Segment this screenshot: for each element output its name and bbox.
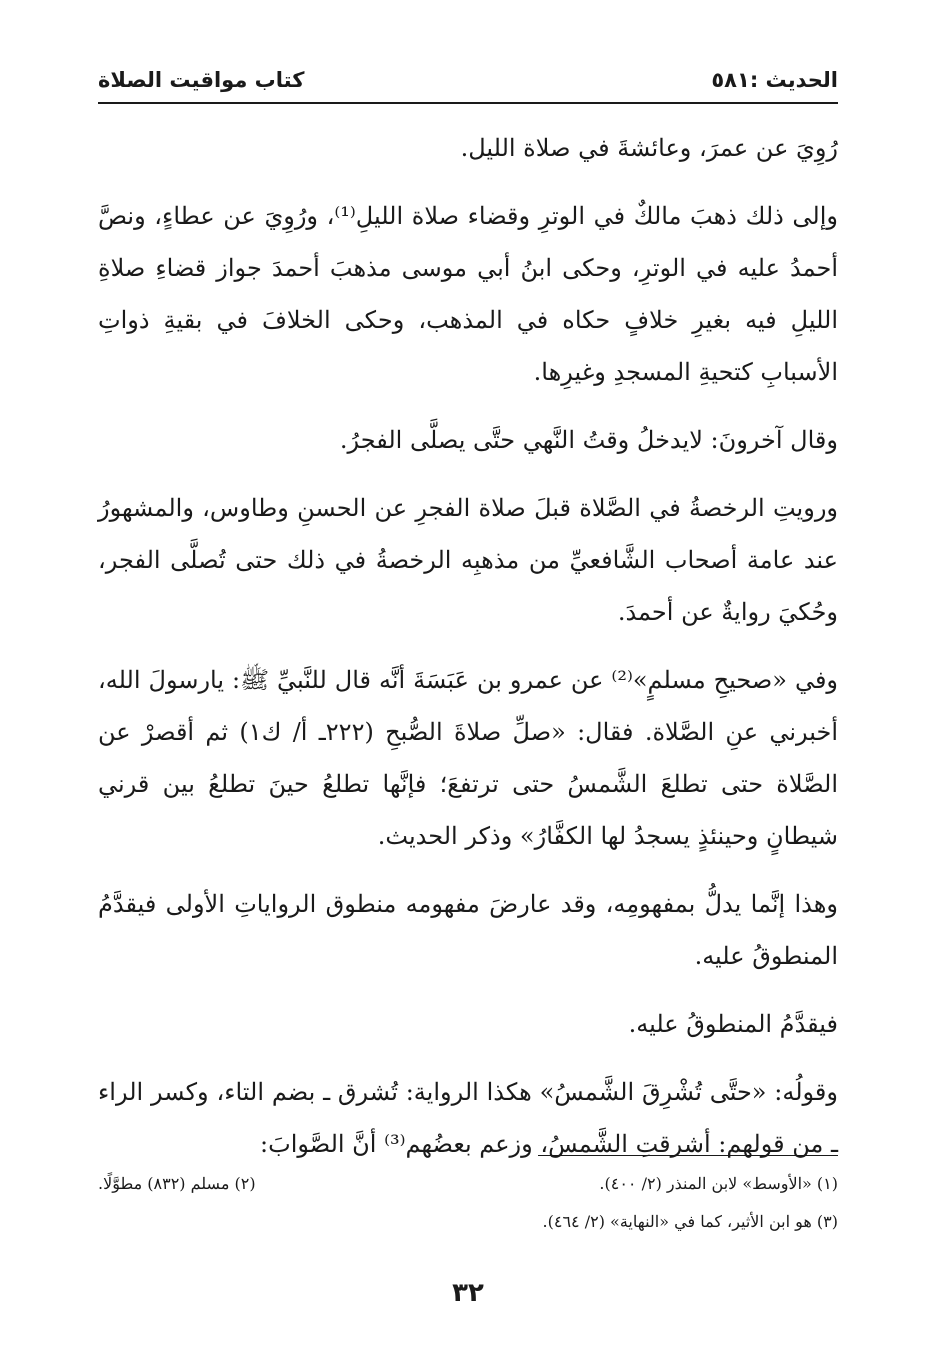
paragraph: وقولُه: «حتَّى تُشْرِقَ الشَّمسُ» هكذا الرواية: تُشرق ـ بضم التاء، وكسر الراء ـ من قولهم: أشرقتِ الشَّمسُ، وزعم بعضُهم⁽³⁾ أنَّ الصَّوابَ: xyxy=(98,1078,838,1158)
paragraph: رُوِيَ عن عمرَ، وعائشةَ في صلاة الليل. xyxy=(460,134,838,162)
hadith-number-label: الحديث :٥٨١ xyxy=(711,68,838,92)
paragraph: وفي «صحيحِ مسلمٍ»⁽²⁾ عن عمرو بن عَبَسَةَ أنَّه قال للنَّبيِّ ﷺ: يارسولَ الله، أخبرني عنِ الصَّلاة. فقال: «صلِّ صلاةَ الصُّبحِ (٢٢٢ـ أ/ ك١) ثم أقصرْ عن الصَّلاة حتى تطلعَ الشَّمسُ حتى ترتفعَ؛ فإنَّها تطلعُ حينَ تطلعُ بين قرني شيطانٍ وحينئذٍ يسجدُ لها الكفَّارُ» وذكر الحديث. xyxy=(98,666,839,850)
footnotes xyxy=(98,1165,838,1241)
book-title: كتاب مواقيت الصلاة xyxy=(98,68,305,92)
paragraph: ورويتِ الرخصةُ في الصَّلاة قبلَ صلاة الفجرِ عن الحسنِ وطاوس، والمشهورُ عند عامة أصحاب الشَّافعيِّ من مذهبِه الرخصةُ في ذلك حتى تُصلَّى الفجر، وحُكيَ روايةٌ عن أحمدَ. xyxy=(98,494,838,626)
paragraph: وهذا إنَّما يدلُّ بمفهومِه، وقد عارضَ مفهومه منطوق الرواياتِ الأولى فيقدَّمُ المنطوقُ عليه. xyxy=(98,890,838,970)
header-divider xyxy=(98,102,838,104)
paragraph: فيقدَّمُ المنطوقُ عليه. xyxy=(628,1010,838,1038)
footnote-divider xyxy=(538,1155,838,1156)
main-text xyxy=(98,122,838,1186)
page-header xyxy=(98,68,838,98)
paragraph: وقال آخرونَ: لايدخلُ وقتُ النَّهي حتَّى يصلَّى الفجرُ. xyxy=(339,426,838,454)
paragraph: وإلى ذلك ذهبَ مالكٌ في الوترِ وقضاء صلاة الليلِ⁽¹⁾، ورُوِيَ عن عطاءٍ، ونصَّ أحمدُ عليه في الوترِ، وحكى ابنُ أبي موسى مذهبَ أحمدَ جواز قضاءِ صلاةِ الليلِ فيه بغيرِ خلافٍ حكاه في المذهب، وحكى الخلافَ في بقيةِ ذواتِ الأسبابِ كتحيةِ المسجدِ وغيرِها. xyxy=(98,202,839,386)
footnote-3: (٣) هو ابن الأثير، كما في «النهاية» (٢/ ٤٦٤). xyxy=(542,1212,838,1231)
footnote-1: (١) «الأوسط» لابن المنذر (٢/ ٤٠٠). xyxy=(599,1174,838,1193)
footnote-2: (٢) مسلم (٨٣٢) مطوَّلًا. xyxy=(98,1174,256,1193)
footnote-row xyxy=(98,1203,838,1241)
page-number: ٣٢ xyxy=(452,1278,484,1308)
footnote-row xyxy=(98,1165,838,1203)
book-page xyxy=(98,40,838,1340)
